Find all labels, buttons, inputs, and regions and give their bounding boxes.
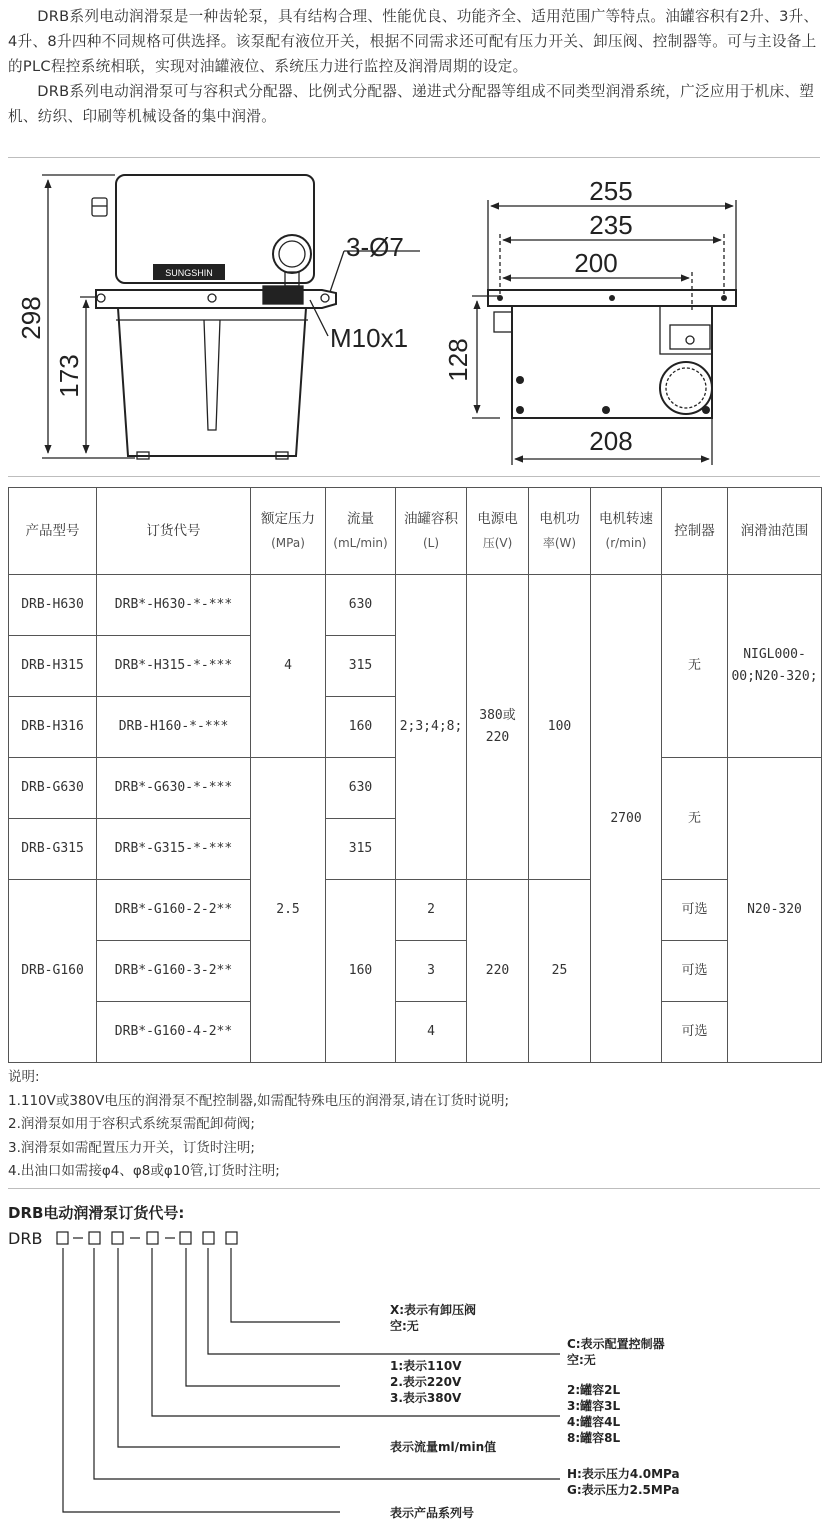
label-pressure-h: H:表示压力4.0MPa [567, 1467, 680, 1481]
table-row [9, 880, 822, 941]
divider [8, 476, 820, 477]
cell-controller: 无 [662, 575, 728, 758]
cell-code: DRB*-G160-3-2** [97, 941, 251, 1002]
th-controller: 控制器 [662, 488, 728, 575]
cell-model: DRB-G630 [9, 758, 97, 819]
cell-pressure: 2.5 [251, 758, 326, 1063]
th-model: 产品型号 [9, 488, 97, 575]
dim-holes: 3-Ø7 [346, 232, 404, 262]
order-code-prefix: DRB [8, 1229, 43, 1248]
cell-controller: 可选 [662, 1002, 728, 1063]
cell-code: DRB-H160-*-*** [97, 697, 251, 758]
cell-model: DRB-H316 [9, 697, 97, 758]
cell-code: DRB*-H630-*-*** [97, 575, 251, 636]
cell-code: DRB*-G315-*-*** [97, 819, 251, 880]
cell-volume: 2 [396, 880, 467, 941]
cell-code: DRB*-G160-4-2** [97, 1002, 251, 1063]
label-x-valve: X:表示有卸压阀 [390, 1303, 477, 1317]
note-item: 4.出油口如需接φ4、φ8或φ10管,订货时注明; [8, 1163, 280, 1179]
cell-flow: 315 [326, 819, 396, 880]
cell-controller: 可选 [662, 880, 728, 941]
order-code-diagram [0, 1196, 828, 1534]
th-voltage: 电源电 压(V) [467, 488, 529, 575]
cell-flow: 160 [326, 697, 396, 758]
cell-volume: 2;3;4;8; [396, 575, 467, 880]
cell-oil: N20-320 [728, 758, 822, 1063]
th-code: 订货代号 [97, 488, 251, 575]
table-row [9, 941, 822, 1002]
table-header-row [9, 488, 822, 575]
dim-298: 298 [16, 296, 46, 340]
dim-200: 200 [574, 248, 618, 278]
cell-flow: 630 [326, 758, 396, 819]
intro-paragraph-2: DRB系列电动润滑泵可与容积式分配器、比例式分配器、递进式分配器等组成不同类型润滑系统，广泛应用于机床、塑机、纺织、印刷等机械设备的集中润滑。 [8, 83, 815, 125]
cell-power: 25 [529, 880, 591, 1063]
divider [8, 1188, 820, 1189]
label-voltage-220: 2.表示220V [390, 1375, 462, 1389]
intro-paragraph-1: DRB系列电动润滑泵是一种齿轮泵，具有结构合理、性能优良、功能齐全、适用范围广等特点。油罐容积有2升、3升、4升、8升四种不同规格可供选择。该泵配有液位开关，根据不同需求还可配有压力开关、卸压阀、控制器等。可与主设备上的PLC程控系统相联，实现对油罐液位、系统压力进行监控及润滑周期的设定。 [8, 8, 819, 75]
cell-code: DRB*-G160-2-2** [97, 880, 251, 941]
th-flow: 流量 (mL/min) [326, 488, 396, 575]
cell-controller: 无 [662, 758, 728, 880]
label-tank-4l: 4:罐容4L [567, 1415, 621, 1429]
dim-255: 255 [589, 176, 633, 206]
dim-128: 128 [443, 338, 473, 382]
cell-model: DRB-H630 [9, 575, 97, 636]
label-pressure-g: G:表示压力2.5MPa [567, 1483, 680, 1497]
table-row [9, 1002, 822, 1063]
order-code-title: DRB电动润滑泵订货代号: [8, 1204, 185, 1222]
label-voltage-380: 3.表示380V [390, 1391, 462, 1405]
cell-voltage: 220 [467, 880, 529, 1063]
note-item: 1.110V或380V电压的润滑泵不配控制器,如需配特殊电压的润滑泵,请在订货时说明; [8, 1092, 510, 1109]
notes-title: 说明: [8, 1069, 40, 1085]
cell-volume: 3 [396, 941, 467, 1002]
th-speed: 电机转速 (r/min) [591, 488, 662, 575]
label-tank-3l: 3:罐容3L [567, 1399, 621, 1413]
intro-text [8, 4, 820, 129]
dim-thread: M10x1 [330, 323, 409, 353]
dim-235: 235 [589, 210, 633, 240]
label-x-none: 空:无 [390, 1319, 419, 1333]
label-voltage-110: 1:表示110V [390, 1359, 462, 1373]
cell-code: DRB*-H315-*-*** [97, 636, 251, 697]
cell-code: DRB*-G630-*-*** [97, 758, 251, 819]
label-series: 表示产品系列号 [390, 1506, 475, 1520]
label-c-controller: C:表示配置控制器 [567, 1337, 665, 1351]
dim-173: 173 [54, 354, 84, 398]
cell-model: DRB-G160 [9, 880, 97, 1063]
label-c-none: 空:无 [567, 1353, 596, 1367]
label-tank-2l: 2:罐容2L [567, 1383, 621, 1397]
cell-speed: 2700 [591, 575, 662, 1063]
cell-volume: 4 [396, 1002, 467, 1063]
cell-model: DRB-G315 [9, 819, 97, 880]
divider [8, 157, 820, 158]
cell-pressure: 4 [251, 575, 326, 758]
th-pressure: 额定压力 (MPa) [251, 488, 326, 575]
label-flow: 表示流量ml/min值 [390, 1440, 497, 1454]
cell-flow: 160 [326, 880, 396, 1063]
label-tank-8l: 8:罐容8L [567, 1431, 621, 1445]
cell-flow: 315 [326, 636, 396, 697]
dim-208: 208 [589, 426, 633, 456]
cell-power: 100 [529, 575, 591, 880]
cell-flow: 630 [326, 575, 396, 636]
th-volume: 油罐容积 (L) [396, 488, 467, 575]
cell-controller: 可选 [662, 941, 728, 1002]
note-item: 3.润滑泵如需配置压力开关，订货时注明; [8, 1139, 255, 1156]
cell-voltage: 380或220 [467, 575, 529, 880]
spec-table [8, 487, 822, 1063]
th-oil: 润滑油范围 [728, 488, 822, 575]
note-item: 2.润滑泵如用于容积式系统泵需配卸荷阀; [8, 1116, 255, 1132]
table-row [9, 575, 822, 636]
logo-text: SUNGSHIN [165, 268, 213, 278]
dimension-drawing [0, 168, 828, 468]
notes [8, 1066, 509, 1184]
th-power: 电机功 率(W) [529, 488, 591, 575]
cell-oil: NIGL000-00;N20-320; [728, 575, 822, 758]
cell-model: DRB-H315 [9, 636, 97, 697]
